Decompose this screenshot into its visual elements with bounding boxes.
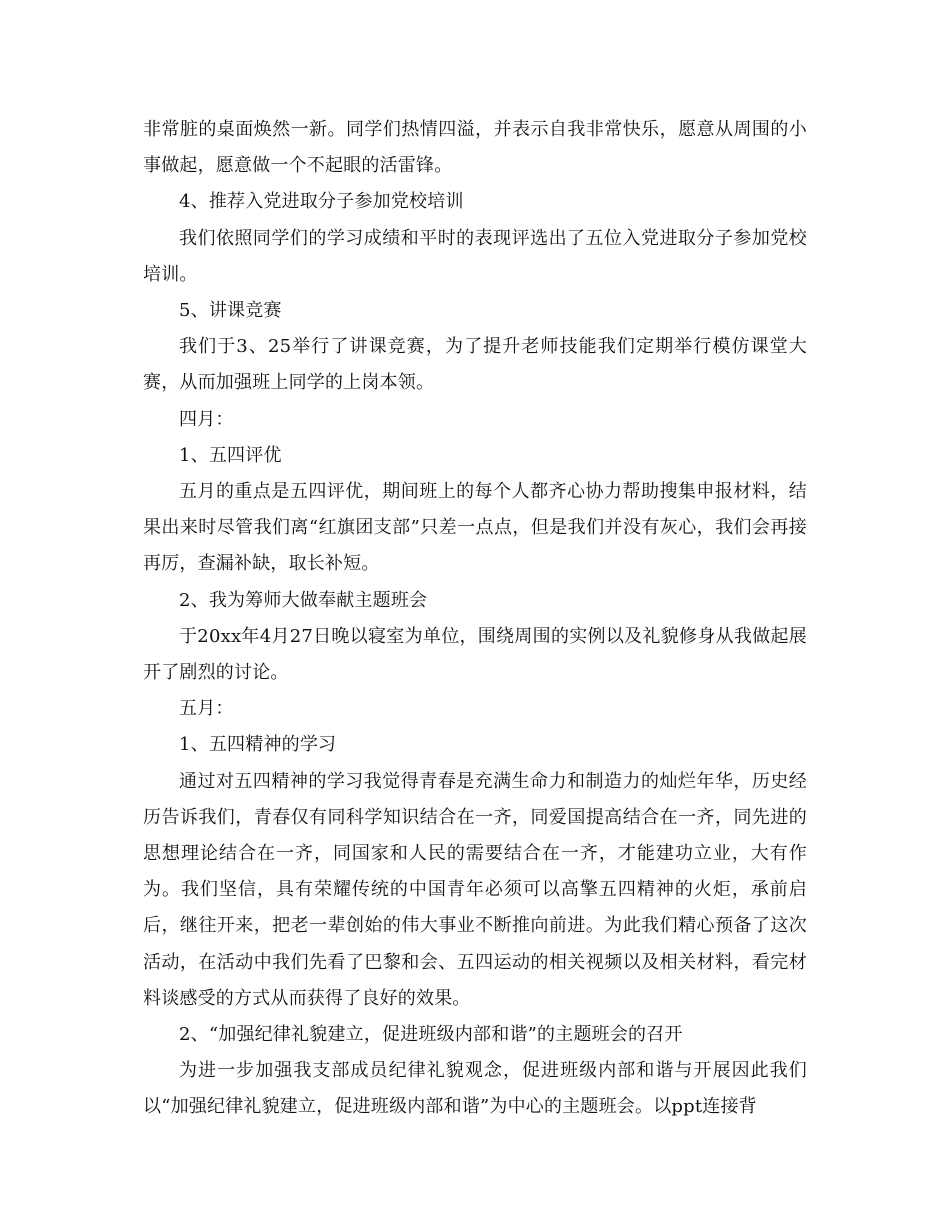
paragraph-class-meeting: 于20xx年4月27日晚以寝室为单位，围绕周围的实例以及礼貌修身从我做起展开了剧烈的讨论。 [143,625,807,684]
heading-may-fourth-award: 1、五四评优 [179,444,282,466]
heading-party-training: 4、推荐入党进取分子参加党校培训 [179,191,464,213]
heading-may: 五月： [179,698,234,720]
document-body [143,112,807,1126]
heading-lecture-contest: 5、讲课竞赛 [179,300,282,322]
paragraph-lecture-contest: 我们于3、25举行了讲课竞赛，为了提升老师技能我们定期举行模仿课堂大赛，从而加强班上同学的上岗本领。 [143,336,807,394]
paragraph-may-fourth-award: 五月的重点是五四评优，期间班上的每个人都齐心协力帮助搜集申报材料，结果出来时尽管我们离“红旗团支部”只差一点点，但是我们并没有灰心，我们会再接再厉，查漏补缺，取长补短。 [143,481,807,575]
paragraph-discipline-meeting: 为进一步加强我支部成员纪律礼貌观念，促进班级内部和谐与开展因此我们以“加强纪律礼貌建立，促进班级内部和谐”为中心的主题班会。以ppt连接背 [143,1060,807,1118]
heading-class-meeting: 2、我为筹师大做奉献主题班会 [179,589,428,611]
paragraph-cleanup-continued: 非常脏的桌面焕然一新。同学们热情四溢，并表示自我非常快乐，愿意从周围的小事做起，愿意做一个不起眼的活雷锋。 [143,119,807,177]
heading-may-fourth-spirit: 1、五四精神的学习 [179,734,337,756]
heading-discipline-meeting: 2、“加强纪律礼貌建立，促进班级内部和谐”的主题班会的召开 [179,1024,683,1046]
paragraph-party-training: 我们依照同学们的学习成绩和平时的表现评选出了五位入党进取分子参加党校培训。 [143,227,807,285]
heading-april: 四月： [179,408,234,430]
paragraph-may-fourth-spirit: 通过对五四精神的学习我觉得青春是充满生命力和制造力的灿烂年华，历史经历告诉我们，青春仅有同科学知识结合在一齐，同爱国提高结合在一齐，同先进的思想理论结合在一齐，同国家和人民的需要结合在一齐，才能建功立业，大有作为。我们坚信，具有荣耀传统的中国青年必须可以高擎五四精神的火炬，承前启后，继往开来，把老一辈创始的伟大事业不断推向前进。为此我们精心预备了这次活动，在活动中我们先看了巴黎和会、五四运动的相关视频以及相关材料，看完材料谈感受的方式从而获得了良好的效果。 [143,770,807,1009]
